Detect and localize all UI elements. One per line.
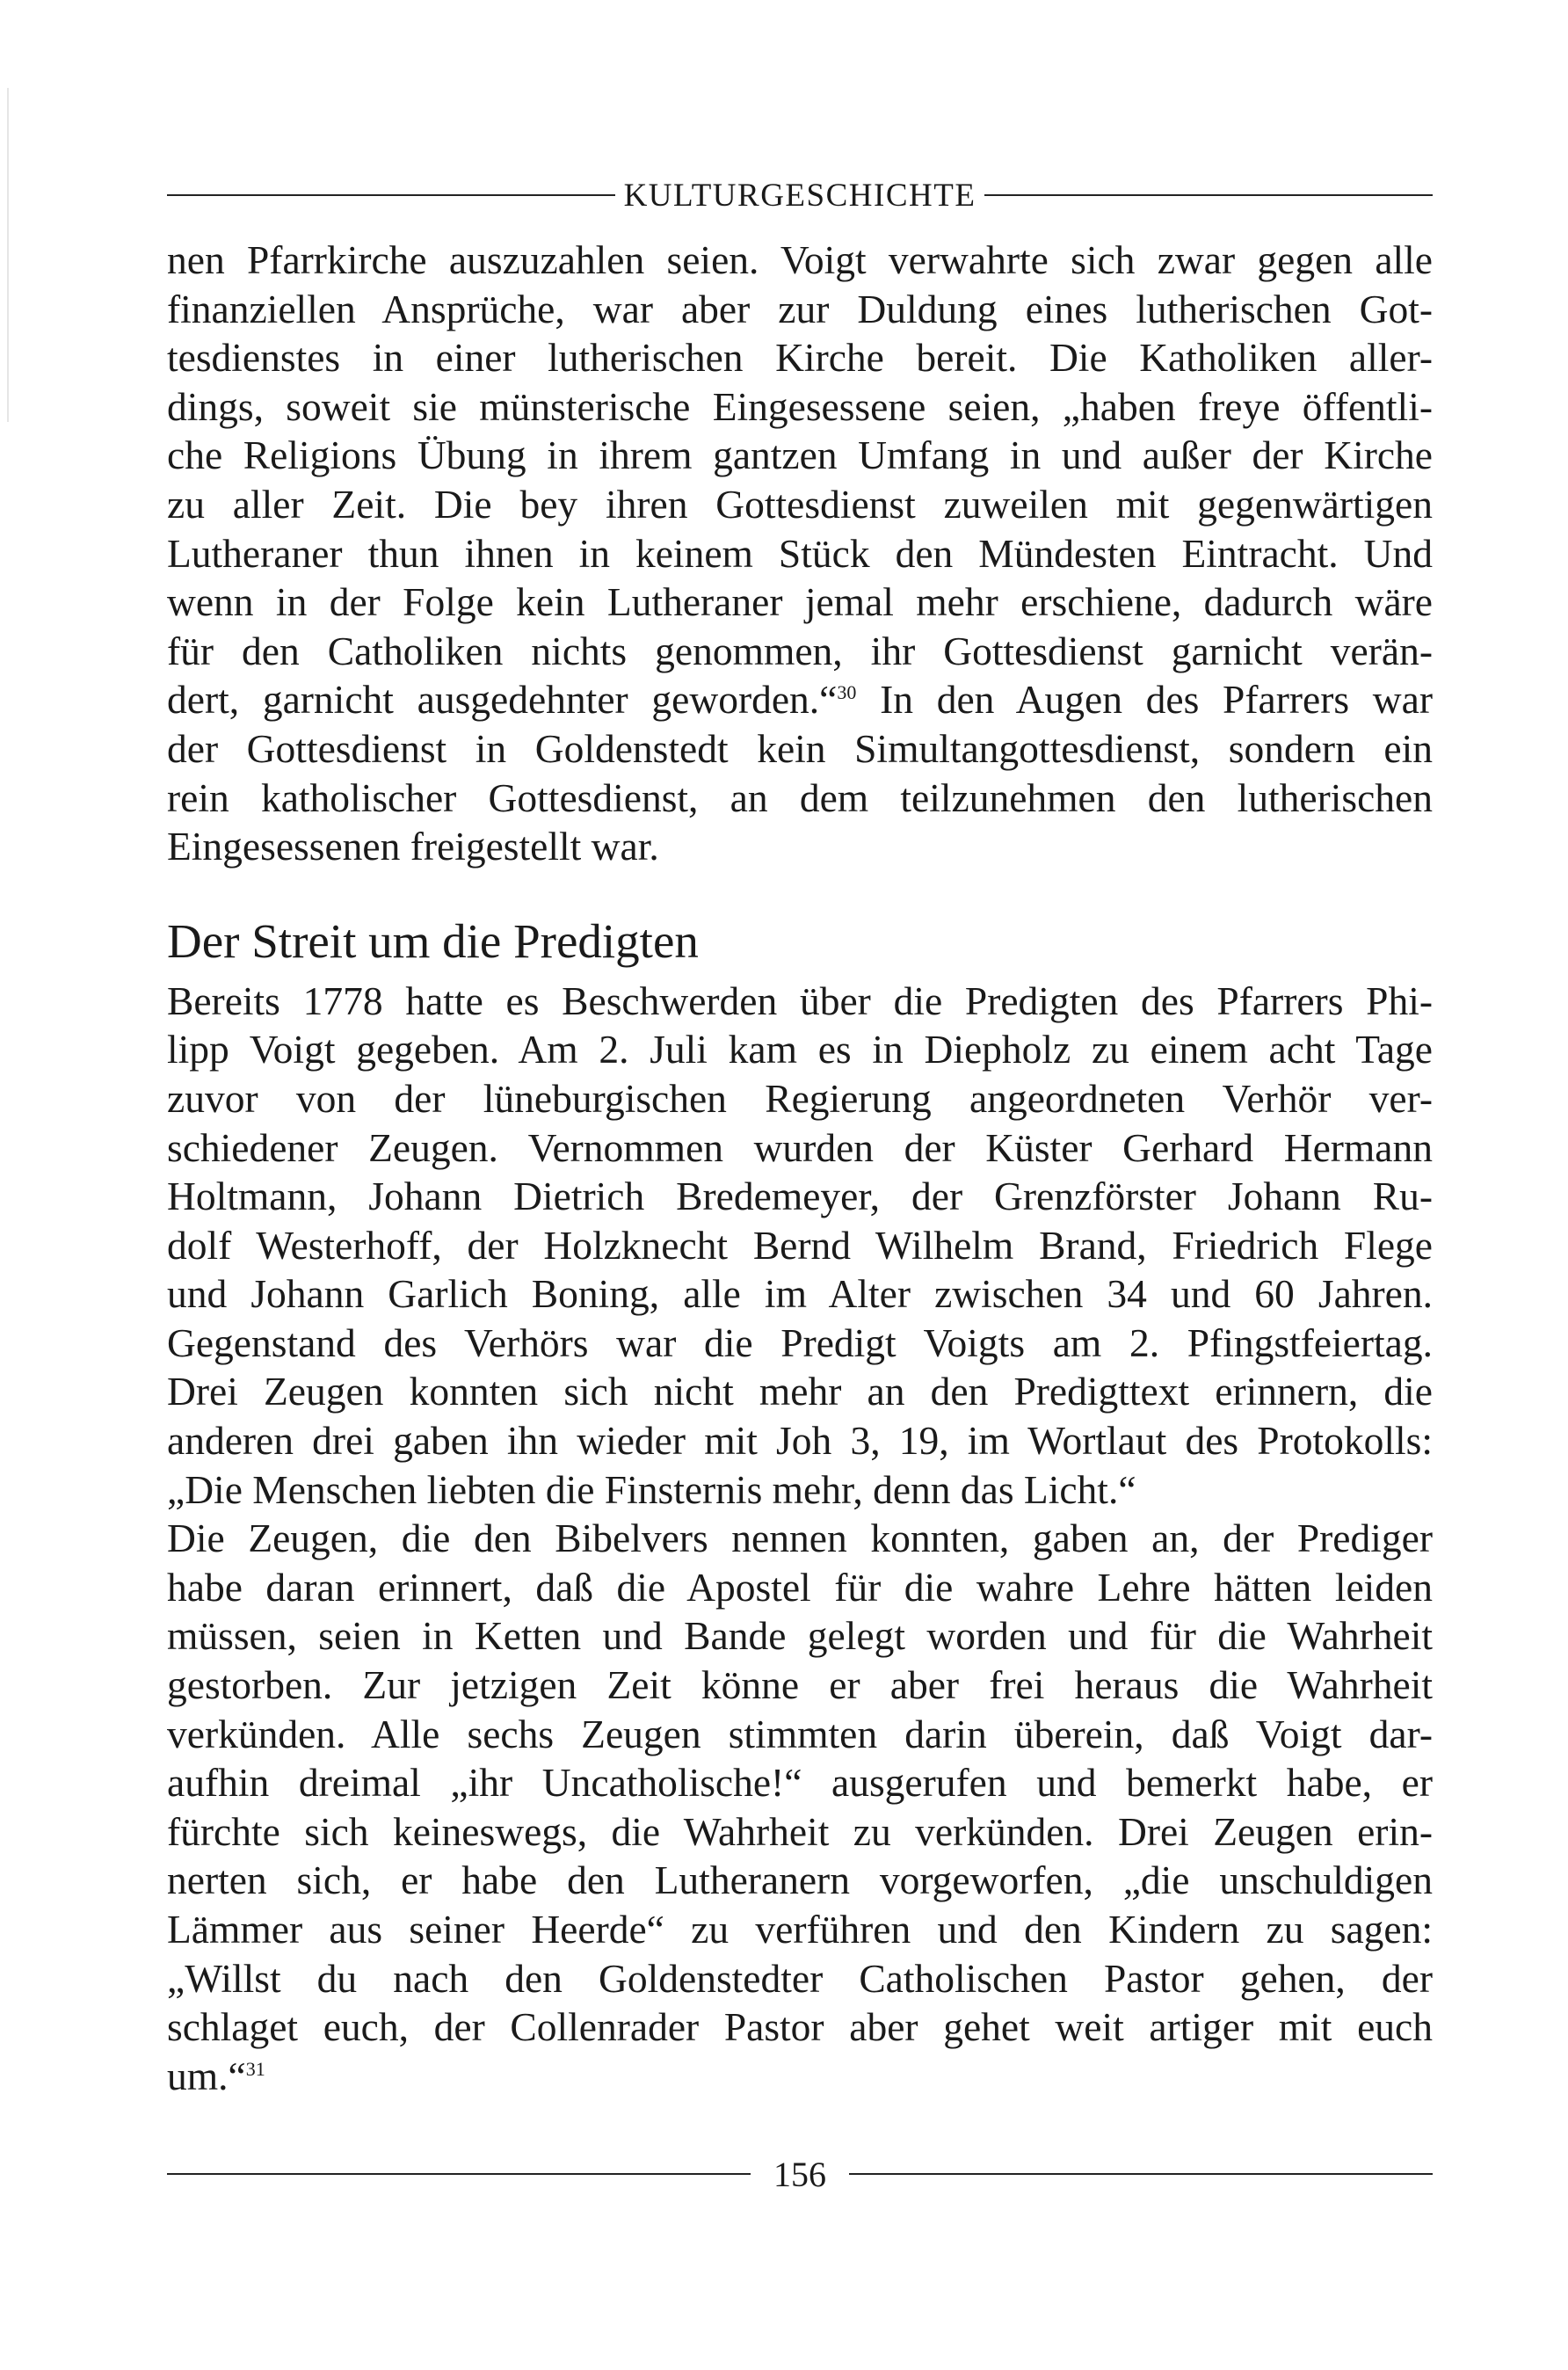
text-line: nen Pfarrkirche auszuzahlen seien. Voigt verwahrte sich zwar gegen alle — [167, 237, 1433, 282]
text-fragment: um.“ — [167, 2053, 246, 2098]
text-line: der Gottesdienst in Goldenstedt kein Simultangottesdienst, sondern ein — [167, 725, 1433, 771]
text-line: tesdienstes in einer lutherischen Kirche bereit. Die Katholiken aller- — [167, 335, 1433, 381]
text-line: wenn in der Folge kein Lutheraner jemal mehr erschiene, dadurch wäre — [167, 579, 1433, 625]
text-line: Eingesessenen freigestellt war. — [167, 824, 659, 869]
text-line: müssen, seien in Ketten und Bande gelegt worden und für die Wahrheit — [167, 1613, 1433, 1659]
text-line: schlaget euch, der Collenrader Pastor aber gehet weit artiger mit euch — [167, 2004, 1433, 2050]
text-line: für den Catholiken nichts genommen, ihr Gottesdienst garnicht verän- — [167, 628, 1433, 673]
footer-rule-left — [167, 2173, 751, 2175]
header-rule-right — [984, 194, 1433, 196]
text-line: Holtmann, Johann Dietrich Bredemeyer, der Grenzförster Johann Ru- — [167, 1174, 1433, 1219]
text-line: anderen drei gaben ihn wieder mit Joh 3, 19, im Wortlaut des Protokolls: — [167, 1418, 1433, 1464]
paragraph-2 — [167, 977, 1433, 1515]
running-header — [167, 172, 1433, 218]
text-fragment: In den Augen des Pfarrers war — [856, 677, 1433, 723]
text-line-with-footnote — [167, 675, 1433, 724]
text-line: dolf Westerhoff, der Holzknecht Bernd Wilhelm Brand, Friedrich Flege — [167, 1222, 1433, 1268]
text-line: rein katholischer Gottesdienst, an dem teilzunehmen den lutherischen — [167, 774, 1433, 820]
body-text — [167, 236, 1433, 2100]
footnote-mark-30[interactable]: 30 — [837, 681, 857, 704]
text-line: nerten sich, er habe den Lutheranern vorgeworfen, „die unschuldigen — [167, 1857, 1433, 1903]
paragraph-1 — [167, 236, 1433, 871]
text-line: aufhin dreimal „ihr Uncatholische!“ ausgerufen und bemerkt habe, er — [167, 1760, 1433, 1806]
running-header-title: KULTURGESCHICHTE — [623, 177, 976, 214]
text-line: „Willst du nach den Goldenstedter Catholischen Pastor gehen, der — [167, 1955, 1433, 2001]
page-number: 156 — [773, 2154, 826, 2194]
text-line: lipp Voigt gegeben. Am 2. Juli kam es in Diepholz zu einem acht Tage — [167, 1027, 1433, 1072]
footer-rule-right — [849, 2173, 1433, 2175]
page-footer — [167, 2152, 1433, 2196]
text-line-with-footnote — [167, 2052, 1433, 2101]
header-rule-left — [167, 194, 615, 196]
text-line: Drei Zeugen konnten sich nicht mehr an den Predigttext erinnern, die — [167, 1369, 1433, 1414]
paragraph-3 — [167, 1514, 1433, 2100]
text-line: fürchte sich keineswegs, die Wahrheit zu verkünden. Drei Zeugen erin- — [167, 1808, 1433, 1854]
text-line: Die Zeugen, die den Bibelvers nennen konnten, gaben an, der Prediger — [167, 1516, 1433, 1561]
text-line: „Die Menschen liebten die Finsternis mehr, denn das Licht.“ — [167, 1466, 1136, 1512]
text-line: finanziellen Ansprüche, war aber zur Duldung eines lutherischen Got- — [167, 286, 1433, 331]
footnote-mark-31[interactable]: 31 — [245, 2057, 265, 2080]
text-line: schiedener Zeugen. Vernommen wurden der Küster Gerhard Hermann — [167, 1124, 1433, 1170]
section-heading: Der Streit um die Predigten — [167, 913, 699, 968]
text-fragment: dert, garnicht ausgedehnter geworden.“ — [167, 677, 838, 723]
text-line: habe daran erinnert, daß die Apostel für die wahre Lehre hätten leiden — [167, 1564, 1433, 1610]
text-line: zu aller Zeit. Die bey ihren Gottesdienst zuweilen mit gegenwärtigen — [167, 481, 1433, 527]
text-line: verkünden. Alle sechs Zeugen stimmten darin überein, daß Voigt dar- — [167, 1711, 1433, 1756]
text-line: Lämmer aus seiner Heerde“ zu verführen und den Kindern zu sagen: — [167, 1907, 1433, 1952]
text-line: gestorben. Zur jetzigen Zeit könne er aber frei heraus die Wahrheit — [167, 1662, 1433, 1708]
text-line: und Johann Garlich Boning, alle im Alter zwischen 34 und 60 Jahren. — [167, 1271, 1433, 1317]
text-line: Bereits 1778 hatte es Beschwerden über die Predigten des Pfarrers Phi- — [167, 978, 1433, 1023]
text-line: Lutheraner thun ihnen in keinem Stück den Mündesten Eintracht. Und — [167, 530, 1433, 576]
text-line: che Religions Übung in ihrem gantzen Umfang in und außer der Kirche — [167, 433, 1433, 478]
text-line: Gegenstand des Verhörs war die Predigt Voigts am 2. Pfingstfeiertag. — [167, 1319, 1433, 1365]
text-line: dings, soweit sie münsterische Eingesessene seien, „haben freye öffentli- — [167, 383, 1433, 429]
scan-edge-mark — [7, 88, 9, 422]
text-line: zuvor von der lüneburgischen Regierung angeordneten Verhör ver- — [167, 1075, 1433, 1121]
